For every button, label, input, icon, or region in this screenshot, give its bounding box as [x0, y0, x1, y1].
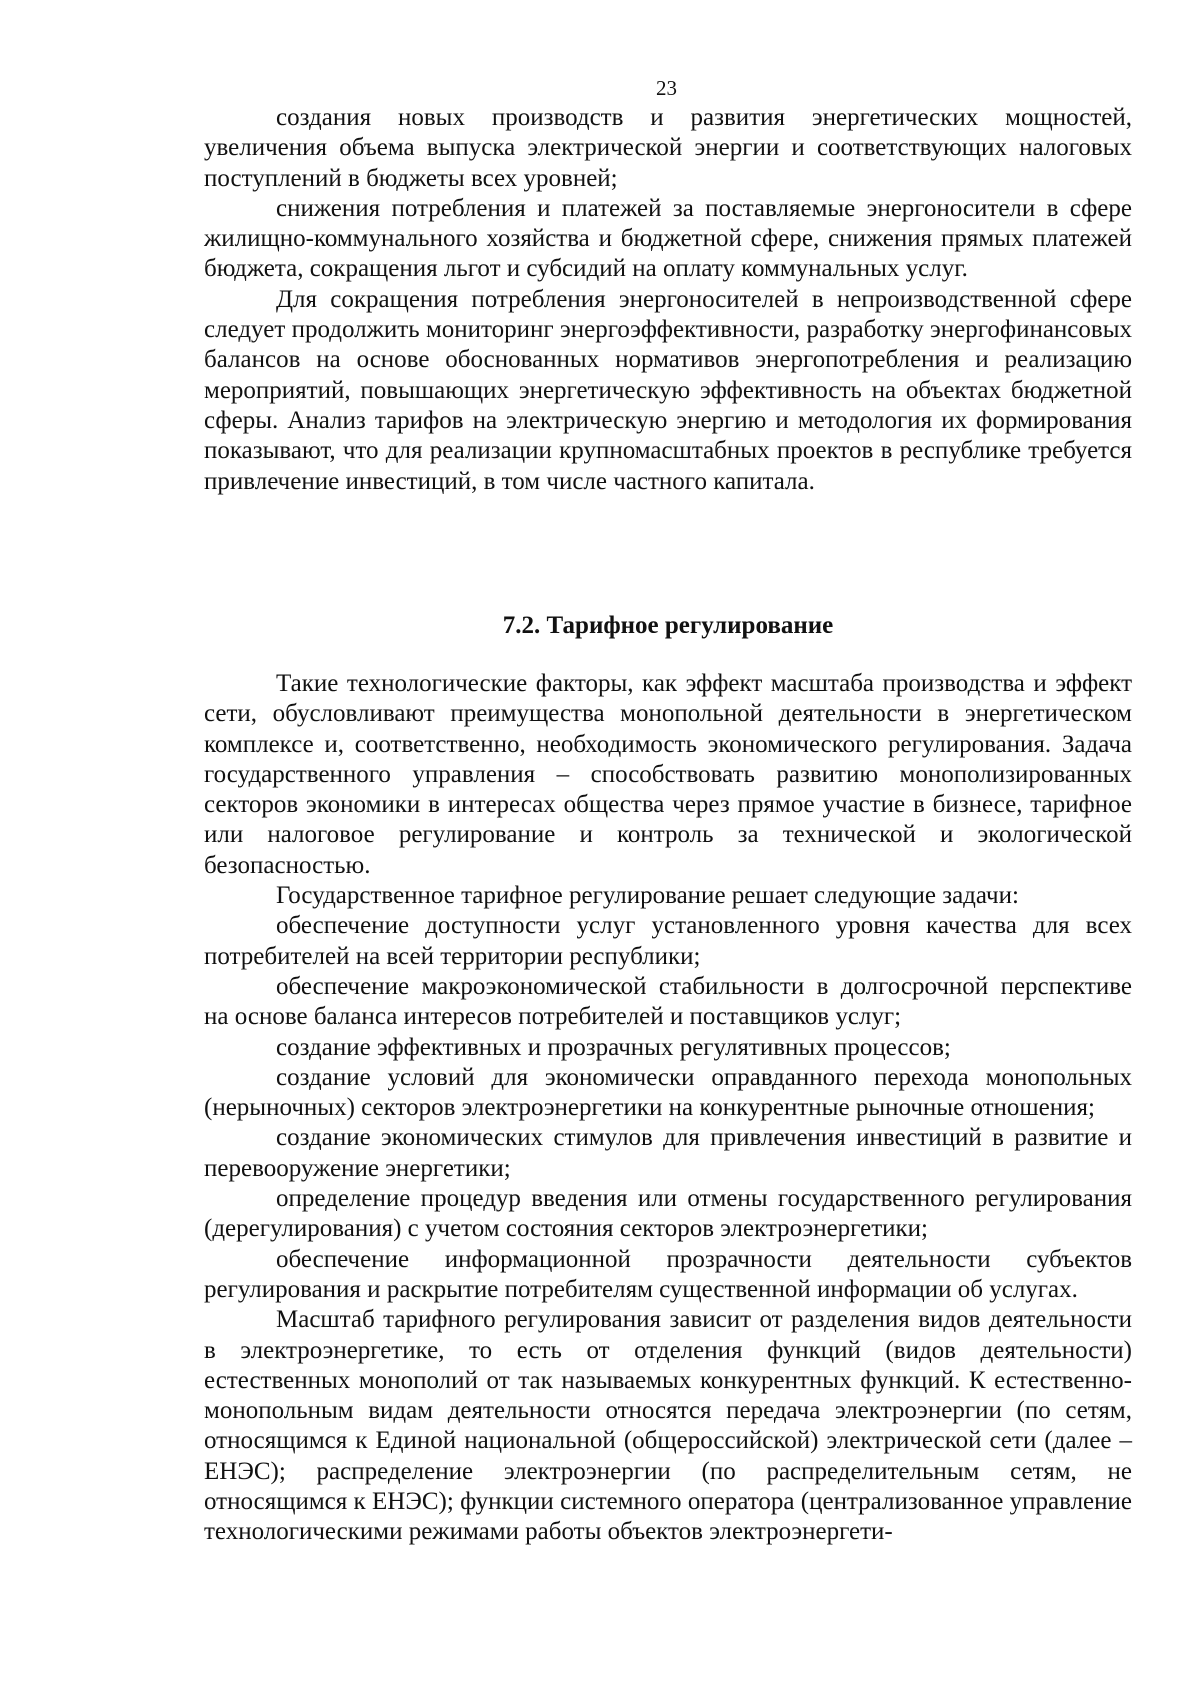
text-block-bottom	[204, 669, 1132, 1548]
paragraph: снижения потребления и платежей за поставляемые энергоносители в сфере жилищно-коммунального хозяйства и бюджетной сфере, снижения прямых платежей бюджета, сокращения льгот и субсидий на оплату коммунальных услуг.	[204, 194, 1132, 283]
list-item: обеспечение информационной прозрачности деятельности субъектов регулирования и раскрытие потребителям существенной информации об услугах.	[204, 1245, 1132, 1303]
section-heading: 7.2. Тарифное регулирование	[502, 612, 834, 639]
list-item: создание экономических стимулов для привлечения инвестиций в развитие и перевооружение энергетики;	[204, 1124, 1132, 1182]
paragraph: Государственное тарифное регулирование решает следующие задачи:	[276, 882, 1019, 910]
paragraph: Для сокращения потребления энергоносителей в непроизводственной сфере следует продолжить мониторинг энергоэффективности, разработку энергофинансовых балансов на основе обоснованных нормативов энергопотребления и реализацию мероприятий, повышающих энергетическую эффективность на объектах бюджетной сферы. Анализ тарифов на электрическую энергию и методология их формирования показывают, что для реализации крупномасштабных проектов в республике требуется привлечение инвестиций, в том числе частного капитала.	[204, 285, 1132, 495]
list-item: создание эффективных и прозрачных регулятивных процессов;	[276, 1033, 951, 1061]
paragraph: создания новых производств и развития энергетических мощностей, увеличения объема выпуска электрической энергии и соответствующих налоговых поступлений в бюджеты всех уровней;	[204, 104, 1132, 192]
list-item: создание условий для экономически оправданного перехода монопольных (нерыночных) секторов электроэнергетики на конкурентные рыночные отношения;	[204, 1063, 1132, 1122]
list-item: определение процедур введения или отмены государственного регулирования (дерегулирования) с учетом состояния секторов электроэнергетики;	[204, 1185, 1132, 1243]
paragraph: Масштаб тарифного регулирования зависит от разделения видов деятельности в электроэнергетике, то есть от отделения функций (видов деятельности) естественных монополий от так называемых конкурентных функций. К естественно-монопольным видам деятельности относятся передача электроэнергии (по сетям, относящимся к Единой национальной (общероссийской) электрической сети (далее – ЕНЭС); распределение электроэнергии (по распределительным сетям, не относящимся к ЕНЭС); функции системного оператора (централизованное управление технологическими режимами работы объектов электроэнергети-	[204, 1306, 1132, 1546]
text-block-top	[204, 103, 1132, 497]
page-number: 23	[656, 76, 677, 100]
list-item: обеспечение макроэкономической стабильности в долгосрочной перспективе на основе баланса интересов потребителей и поставщиков услуг;	[204, 972, 1132, 1031]
list-item: обеспечение доступности услуг установленного уровня качества для всех потребителей на всей территории республики;	[204, 912, 1132, 970]
paragraph: Такие технологические факторы, как эффект масштаба производства и эффект сети, обусловливают преимущества монопольной деятельности в энергетическом комплексе и, соответственно, необходимость экономического регулирования. Задача государственного управления – способствовать развитию монополизированных секторов экономики в интересах общества через прямое участие в бизнесе, тарифное или налоговое регулирование и контроль за технической и экологической безопасностью.	[204, 670, 1132, 879]
